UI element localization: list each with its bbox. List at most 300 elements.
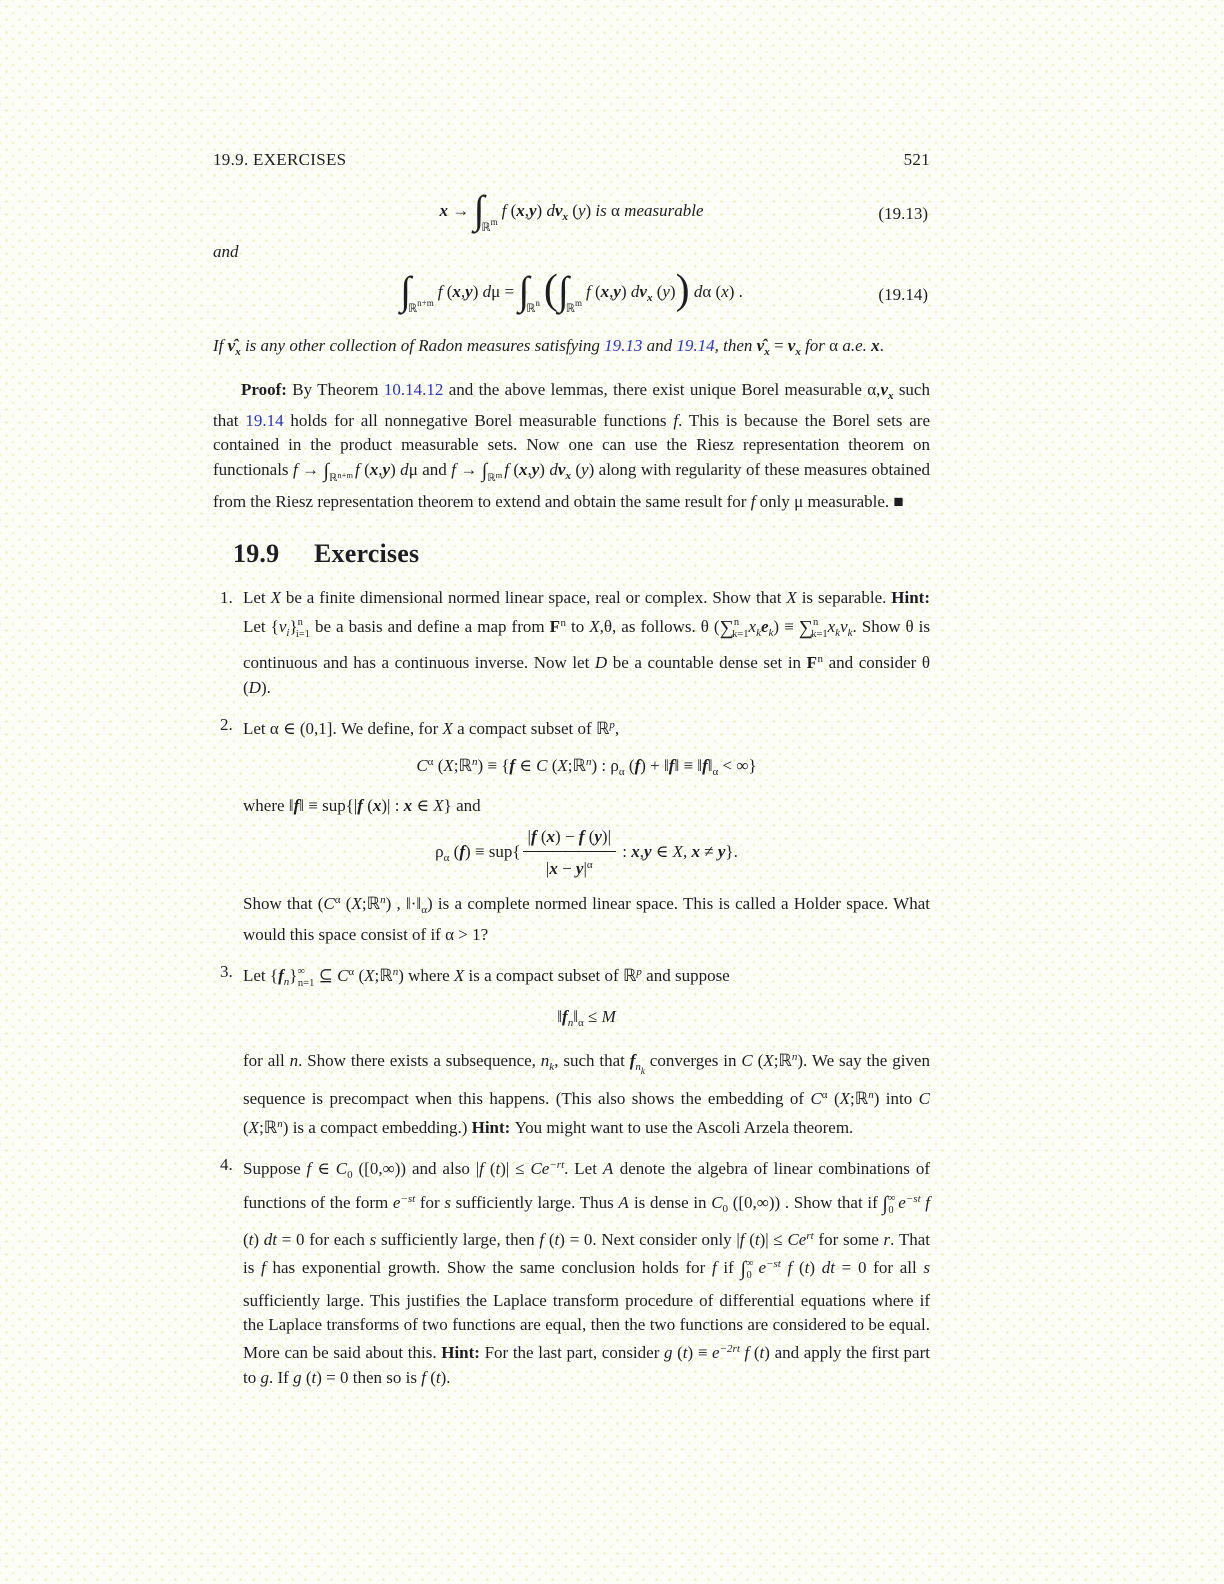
text-token: ( — [624, 756, 635, 776]
ref-link-10.14.12[interactable]: 10.14.12 — [383, 380, 444, 400]
text-token: ( — [364, 459, 370, 479]
text-token: k — [847, 626, 853, 639]
text-token: n — [289, 1050, 299, 1070]
text-token: ) − — [555, 827, 579, 847]
text-token: ([0,∞)) — [352, 1158, 407, 1178]
text-token: = 0 for all — [834, 1258, 924, 1278]
text-token: α — [821, 1089, 828, 1102]
exercise-2-outro — [243, 888, 930, 947]
text-token: where ‖ — [243, 795, 294, 815]
text-token: x — [887, 390, 894, 403]
text-token: ∞ — [746, 1258, 754, 1270]
text-token: g — [664, 1343, 673, 1363]
text-token: for — [415, 1193, 445, 1213]
text-token: . If — [268, 1367, 294, 1387]
text-token: ( — [672, 1343, 683, 1363]
text-token: n+m — [337, 469, 353, 480]
text-token: into — [879, 1089, 919, 1109]
text-token: 0 — [722, 1203, 729, 1216]
text-token: −2rt — [719, 1343, 740, 1356]
text-token: ) = — [559, 1229, 580, 1249]
text-token: Hint: — [441, 1343, 485, 1363]
text-token: k — [756, 626, 761, 639]
ref-link-19.13[interactable]: 19.13 — [604, 336, 643, 355]
text-token: and consider θ ( — [243, 653, 930, 697]
text-token: x — [795, 346, 801, 358]
text-token: ( — [792, 1258, 805, 1278]
text-token: ) ≡ sup{ — [465, 842, 521, 862]
text-token: , — [614, 719, 620, 739]
text-token: ( — [243, 1117, 249, 1137]
text-token: x — [372, 795, 382, 815]
text-token: ℝ — [778, 1050, 792, 1071]
text-token: = — [769, 336, 788, 355]
text-token: α — [334, 894, 341, 907]
text-token: t — [248, 1229, 254, 1249]
text-token: x — [369, 459, 379, 479]
text-token: and — [213, 242, 239, 261]
text-token: ∫ — [400, 267, 412, 313]
exercise-body-3 — [243, 960, 930, 1140]
text-token: converges in — [644, 1050, 742, 1070]
text-token: ∑ — [719, 616, 734, 639]
fraction-prefix — [435, 842, 521, 865]
text-token: ) — [539, 459, 545, 479]
equation-tag-19.14: (19.14) — [878, 284, 928, 304]
text-token: a compact subset of — [452, 719, 596, 739]
text-token: k — [640, 1065, 645, 1076]
text-token: ∞ — [297, 965, 305, 977]
text-token: ∈ — [412, 795, 434, 815]
text-token: ( — [433, 756, 444, 776]
running-header: 19.9. EXERCISES — [213, 150, 347, 169]
exercise-number-3: 3. — [220, 961, 233, 981]
text-token: f — [920, 1193, 931, 1213]
section-number: 19.9 — [233, 539, 280, 569]
text-token: Hint: — [891, 588, 931, 608]
text-token: ; — [361, 894, 367, 914]
text-token: 0 — [888, 1205, 894, 1217]
text-token: ν̂ — [756, 336, 765, 355]
text-token: X — [270, 588, 281, 608]
text-token: X — [364, 965, 375, 985]
equation-19.13-formula — [439, 186, 704, 234]
text-token: and suppose — [641, 965, 730, 985]
exercise-number-4: 4. — [220, 1154, 233, 1174]
text-token: m — [575, 297, 583, 308]
ref-link-19.14[interactable]: 19.14 — [245, 410, 284, 430]
text-token: be a countable dense set in — [607, 653, 807, 673]
text-token: x — [871, 336, 880, 355]
equation-19.14 — [213, 264, 930, 326]
text-token: . That is — [243, 1229, 930, 1278]
text-token: x — [721, 281, 729, 301]
text-token: By Theorem — [292, 380, 384, 400]
exercise-body-4 — [243, 1153, 930, 1390]
text-token: α — [829, 336, 839, 355]
text-token: α — [427, 756, 434, 769]
text-token: along with regularity of these measures obtained from the Riesz representation theorem to extend and obtain the same result for — [213, 459, 931, 512]
text-token: x — [646, 291, 653, 304]
exercise-body-2 — [243, 713, 930, 947]
text-token: to — [565, 616, 590, 636]
text-token: x — [631, 842, 640, 862]
text-token: ( — [362, 795, 373, 815]
text-token: Ce — [787, 1229, 807, 1249]
text-token: only μ measurable. — [755, 492, 894, 512]
exercise-1-text — [243, 586, 930, 700]
text-token: e — [707, 1343, 720, 1363]
text-token: μ — [491, 281, 501, 301]
text-token: for some — [813, 1229, 884, 1249]
text-token: ; — [453, 756, 459, 776]
text-token: ( — [446, 281, 453, 301]
text-token: n — [380, 894, 386, 907]
text-token: d — [630, 281, 640, 301]
text-token: , — [683, 842, 692, 862]
text-token: . Show there exists a subsequence, — [298, 1050, 541, 1070]
text-token: ℝ — [408, 300, 418, 315]
text-token: ν — [554, 200, 563, 220]
text-token: Let { — [243, 616, 279, 636]
text-token: r — [883, 1229, 891, 1249]
text-token: m — [490, 216, 498, 227]
text-token: 0 — [746, 1270, 752, 1282]
text-token: )| : — [381, 795, 404, 815]
text-token: ) — [588, 459, 595, 479]
text-token: ℝ — [572, 756, 586, 777]
text-token: ≠ — [700, 842, 718, 862]
text-token: D — [248, 677, 261, 697]
text-token: ( — [752, 1050, 764, 1070]
text-token: dt — [821, 1258, 835, 1278]
text-token: measurable — [619, 200, 704, 220]
text-token: x — [439, 200, 448, 220]
fraction-denominator — [523, 852, 616, 881]
text-token: ℝ — [526, 300, 536, 315]
text-token: f — [459, 842, 465, 862]
text-token: f — [562, 1007, 568, 1027]
text-token: C — [536, 756, 548, 776]
text-token: For the last part, consider — [484, 1343, 664, 1363]
text-token: C — [918, 1089, 930, 1109]
text-token: ( — [584, 827, 595, 847]
text-token: v — [840, 616, 848, 636]
text-token: n — [471, 756, 478, 769]
text-token: : — [618, 842, 632, 862]
text-token: y — [382, 459, 391, 479]
text-token: ℝ — [487, 471, 496, 484]
text-token: a.e. — [838, 336, 872, 355]
text-token: , — [609, 281, 614, 301]
text-token: n — [812, 616, 819, 628]
text-token: f — [629, 1050, 636, 1070]
fraction-suffix — [618, 842, 738, 861]
text-token: v — [278, 616, 287, 636]
text-token: y — [529, 200, 537, 220]
text-token: ) + ‖ — [640, 756, 669, 776]
text-token: ℝ — [595, 719, 610, 740]
text-token: ℝ — [565, 300, 575, 315]
text-token: X — [442, 719, 453, 739]
exercise-number-2: 2. — [220, 715, 233, 735]
text-token: ν — [639, 281, 647, 301]
text-token: ( — [744, 1229, 755, 1249]
text-token: n — [817, 653, 824, 666]
text-token: ℝ — [329, 471, 338, 484]
text-token: C — [416, 756, 428, 776]
text-token: ℝ — [379, 965, 393, 986]
equation-tag-19.13: (19.13) — [878, 203, 928, 223]
text-token: x — [562, 210, 569, 223]
exercise-4-text — [243, 1153, 930, 1390]
equation-19.14-formula — [400, 266, 743, 315]
text-token: is separable. — [796, 588, 892, 608]
text-token: n — [733, 616, 740, 628]
text-token: where — [403, 965, 454, 985]
text-token: ( — [652, 281, 663, 301]
text-token: n — [868, 1089, 874, 1102]
text-token: μ — [408, 459, 418, 479]
exercise-item-3 — [213, 960, 930, 1140]
text-token: n — [635, 1060, 641, 1073]
exercise-body-1 — [243, 586, 930, 700]
text-token: x — [691, 842, 701, 862]
text-token: sufficiently large. This justifies the Laplace transform procedure of differential equations where if the Laplace transforms of two functions are equal, then the two functions are considered to be equal. More can be said about this. — [243, 1290, 930, 1363]
text-token: f — [306, 1158, 312, 1178]
text-token: , — [524, 200, 529, 220]
text-token: α — [348, 965, 355, 978]
qed-square: ■ — [893, 492, 904, 512]
text-token: p — [636, 965, 642, 978]
text-token: t — [495, 1158, 501, 1178]
text-token: k=1 — [732, 628, 749, 640]
text-token: f — [479, 1158, 484, 1178]
text-token: Let — [243, 588, 271, 608]
text-token: , — [639, 842, 644, 862]
text-token: ) — [620, 281, 631, 301]
text-token: Let { — [243, 965, 279, 985]
text-token: ν — [880, 380, 888, 400]
text-token: You might want to use the Ascoli Arzela theorem. — [514, 1117, 854, 1137]
text-token: < ∞} — [718, 756, 757, 776]
text-token: g — [293, 1367, 302, 1387]
text-token: . Let — [564, 1158, 603, 1178]
text-token: if — [716, 1258, 741, 1278]
text-token: f — [357, 795, 363, 815]
text-token: ,θ, as follows. θ ( — [599, 616, 720, 636]
text-token: f — [451, 459, 456, 479]
text-token: ([0,∞)) . — [728, 1193, 790, 1213]
text-token: k — [835, 626, 841, 639]
text-token: t — [804, 1258, 810, 1278]
text-token: ; — [374, 965, 380, 985]
exercise-3-display-equation — [243, 1005, 930, 1035]
text-token: n — [277, 1117, 283, 1130]
text-token: ( — [449, 842, 460, 862]
text-token: ℝ — [366, 894, 381, 915]
text-token: ) . — [728, 281, 743, 301]
text-token: . Show θ is continuous and has a continuous inverse. Now let — [243, 616, 931, 673]
text-token: n — [392, 965, 399, 978]
text-token: n — [535, 297, 540, 308]
text-token: ) : ρ — [591, 756, 619, 776]
text-token: 0 — [347, 1168, 353, 1181]
text-token: ( — [711, 281, 722, 301]
text-token: ( — [595, 281, 601, 301]
text-token: , then — [714, 336, 757, 355]
text-token: −st — [766, 1258, 781, 1271]
text-token: x — [565, 469, 571, 482]
section-heading — [233, 538, 930, 570]
text-token: C — [337, 965, 349, 985]
exercise-2-display-equation — [243, 750, 930, 784]
text-token: s — [369, 1229, 377, 1249]
text-token: α — [618, 766, 625, 779]
text-token: α — [421, 904, 427, 917]
text-token: Show that if — [789, 1193, 883, 1213]
text-token: is a compact embedding.) — [288, 1117, 472, 1137]
exercise-item-2 — [213, 713, 930, 947]
text-token: )| ≤ — [500, 1158, 531, 1178]
text-token: ; — [259, 1117, 264, 1137]
text-token: f — [354, 459, 365, 479]
text-token: x — [546, 827, 556, 847]
text-token: f — [578, 827, 585, 847]
text-token: ν̂ — [227, 336, 236, 355]
exercise-2-fraction-equation — [243, 825, 930, 881]
text-token: p — [609, 719, 615, 732]
text-token: d — [546, 200, 555, 220]
text-token: , such that — [554, 1050, 630, 1070]
text-token: y — [662, 281, 670, 301]
text-token: Hint: — [471, 1117, 515, 1137]
text-token: | — [527, 827, 531, 847]
text-token: ) — [669, 281, 676, 301]
text-token: , — [527, 459, 532, 479]
text-token: i=1 — [295, 628, 310, 640]
text-token: s — [923, 1258, 931, 1278]
text-token: for all — [243, 1050, 290, 1070]
text-token: ( — [513, 459, 519, 479]
text-token: x — [764, 346, 770, 358]
text-token: ) — [472, 281, 483, 301]
text-token: y — [613, 281, 621, 301]
text-token: f — [261, 1258, 266, 1278]
text-token: −rt — [549, 1158, 565, 1171]
text-token: ( — [568, 200, 578, 220]
text-token: −st — [905, 1193, 921, 1206]
text-token: | — [545, 858, 550, 878]
text-token: C — [323, 894, 335, 914]
text-token: ). — [260, 677, 271, 697]
script-A: A — [602, 1158, 614, 1178]
text-token: ( — [536, 827, 547, 847]
text-token: dt — [263, 1229, 278, 1249]
text-token: f — [711, 1258, 717, 1278]
text-token: ) = 0 then so is — [316, 1367, 422, 1387]
text-token: C — [711, 1193, 723, 1213]
text-token: x — [600, 281, 610, 301]
text-token: e — [751, 1258, 767, 1278]
text-token: X — [433, 795, 444, 815]
text-token: Ce — [530, 1158, 550, 1178]
text-token: n=1 — [297, 977, 315, 989]
text-token: f — [278, 965, 284, 985]
text-token: ∈ — [515, 756, 537, 776]
text-token: ) ≡ { — [477, 756, 510, 776]
text-token: e — [760, 616, 769, 636]
text-token: Show that — [243, 894, 318, 914]
exercise-3-text — [243, 1045, 930, 1140]
text-token: ( — [301, 1367, 312, 1387]
text-token: X — [763, 1050, 774, 1070]
text-token: α — [586, 858, 593, 871]
text-token: ) — [398, 965, 404, 985]
text-token: ‖ — [707, 756, 713, 776]
text-token: is any other collection of Radon measures satisfying — [240, 336, 605, 355]
text-token: f — [739, 1343, 750, 1363]
text-token: = — [500, 281, 519, 301]
text-token: ∫ — [473, 186, 485, 232]
text-token: m — [495, 469, 503, 480]
text-token: x — [516, 200, 525, 220]
text-token: t — [682, 1343, 688, 1363]
text-token: y — [577, 200, 586, 220]
text-token: n — [560, 616, 566, 629]
page-header — [213, 150, 930, 170]
text-token: n — [297, 616, 303, 628]
text-token: M — [601, 1007, 616, 1027]
text-token: is a complete normed linear space. This is called a Holder space. What would this space consist of if α > 1? — [243, 894, 930, 944]
text-token: d — [689, 281, 703, 301]
text-token: is — [591, 200, 611, 220]
lemma-statement — [213, 334, 930, 364]
text-token: f — [509, 756, 516, 776]
text-token: y — [531, 459, 540, 479]
text-token: y — [575, 858, 584, 878]
text-token: We say the given sequence is precompact when this happens. (This also shows the embedding of — [243, 1050, 930, 1109]
text-token: is a compact subset of — [464, 965, 623, 985]
text-token: g — [260, 1367, 269, 1387]
text-token: f — [586, 281, 595, 301]
text-token: )| ≤ — [759, 1229, 788, 1249]
text-token: y — [581, 459, 589, 479]
text-token: F — [806, 653, 818, 673]
text-token: x — [519, 459, 528, 479]
text-token: n — [540, 1050, 550, 1070]
text-token: f — [673, 410, 679, 430]
text-token: s — [444, 1193, 451, 1213]
text-token: ∈ — [311, 1158, 336, 1178]
script-A: A — [618, 1193, 630, 1213]
text-token: f — [504, 459, 514, 479]
text-token: , — [460, 281, 466, 301]
text-token: ν — [787, 336, 796, 355]
text-token: ( — [827, 1089, 840, 1109]
text-token: n — [283, 975, 290, 988]
text-token: ( — [547, 756, 558, 776]
text-token: for — [800, 336, 830, 355]
text-token: e — [893, 1193, 906, 1213]
text-token: α — [611, 200, 620, 220]
text-token: } and — [443, 795, 481, 815]
text-token: ) — [675, 266, 690, 313]
text-token: ; — [773, 1050, 779, 1070]
text-token: t — [554, 1229, 560, 1249]
text-token: ( — [317, 894, 324, 914]
ref-link-19.14[interactable]: 19.14 — [676, 336, 715, 355]
